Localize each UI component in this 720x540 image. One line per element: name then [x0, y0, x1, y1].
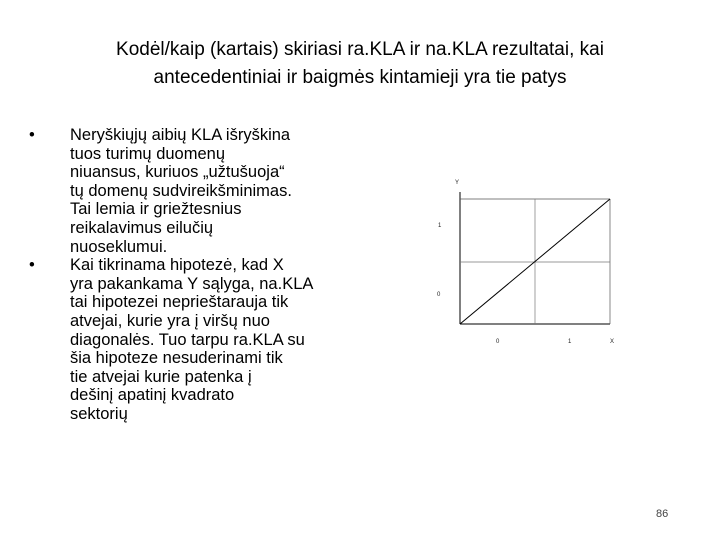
bullet-list [26, 126, 366, 424]
bullet-line: šia hipoteze nesuderinami tik [70, 349, 283, 368]
bullet-line: nuoseklumui. [70, 237, 168, 256]
bullet-line: dešinį apatinį kvadrato [70, 386, 235, 405]
bullet-line: Neryškiųjų aibių KLA išryškina [70, 126, 291, 144]
bullet-line: Tai lemia ir griežtesnius [70, 200, 242, 219]
slide-title-line-2: antecedentiniai ir baigmės kintamieji yra tie patys [153, 67, 567, 88]
x-tick-label-0: 0 [496, 339, 500, 345]
y-tick-label-0: 0 [437, 292, 441, 298]
bullet-item [26, 126, 366, 256]
bullet-line: sektorių [70, 404, 128, 423]
bullet-line: tie atvejai kurie patenka į [70, 367, 252, 386]
xy-square-diagram [430, 172, 630, 352]
bullet-line: tai hipotezei neprieštarauja tik [70, 293, 289, 312]
page-number: 86 [656, 508, 669, 520]
x-tick-label-1: 1 [568, 339, 572, 345]
bullet-line: reikalavimus eilučių [70, 218, 214, 237]
bullet-item [26, 256, 366, 423]
slide-title-line-1: Kodėl/kaip (kartais) skiriasi ra.KLA ir na.KLA rezultatai, kai [116, 39, 604, 60]
bullet-mark: • [29, 256, 35, 275]
bullet-mark: • [29, 126, 35, 144]
y-tick-label-1: 1 [438, 223, 442, 229]
bullet-line: tuos turimų duomenų [70, 144, 226, 163]
bullet-line: Kai tikrinama hipotezė, kad X [70, 256, 284, 275]
bullet-line: atvejai, kurie yra į viršų nuo [70, 311, 270, 330]
x-axis-label: X [610, 339, 615, 345]
bullet-line: yra pakankama Y sąlyga, na.KLA [70, 274, 314, 293]
slide-title [60, 36, 660, 92]
bullet-line: diagonalės. Tuo tarpu ra.KLA su [70, 330, 305, 349]
y-axis-label: Y [455, 180, 460, 186]
bullet-line: tų domenų sudvireikšminimas. [70, 181, 292, 200]
bullet-line: niuansus, kuriuos „užtušuoja“ [70, 163, 285, 182]
